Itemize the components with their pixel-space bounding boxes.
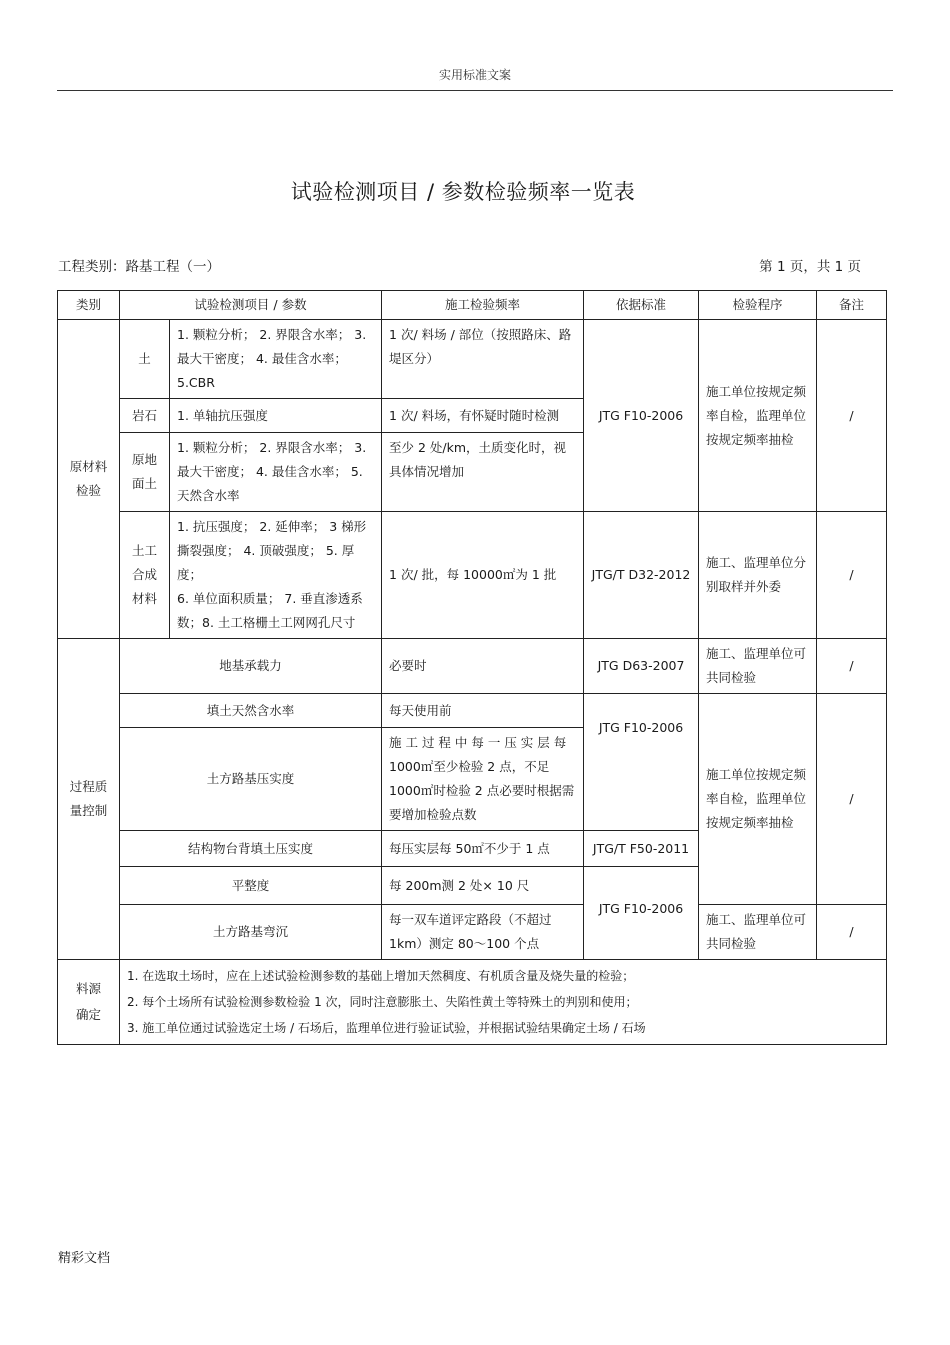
header-remark: 备注: [817, 291, 887, 320]
item-name: 原地 面土: [120, 433, 170, 512]
table-row: [58, 960, 887, 1045]
item-name: 土方路基压实度: [120, 728, 382, 831]
page-indicator: 第 1 页，共 1 页: [759, 259, 861, 275]
item-standard: JTG D63-2007: [584, 639, 699, 694]
item-remark: /: [817, 320, 887, 512]
header-category: 类别: [58, 291, 120, 320]
category-process-control: 过程质 量控制: [58, 639, 120, 960]
item-frequency: 至少 2 处/km，土质变化时，视具体情况增加: [382, 433, 584, 512]
item-procedure: 施工、监理单位可共同检验: [699, 905, 817, 960]
item-standard: JTG/T F50-2011: [584, 831, 699, 867]
item-standard: JTG F10-2006: [584, 694, 699, 831]
note-line: 1. 在选取土场时，应在上述试验检测参数的基础上增加天然稠度、有机质含量及烧失量的检验；: [127, 969, 635, 983]
item-frequency: 每天使用前: [382, 694, 584, 728]
item-params: 1. 单轴抗压强度: [170, 399, 382, 433]
item-frequency: 1 次/ 料场 / 部位（按照路床、路堤区分）: [382, 320, 584, 399]
table-row: [58, 905, 887, 960]
item-name: 填土天然含水率: [120, 694, 382, 728]
project-category: 工程类别：路基工程（一）: [58, 259, 220, 275]
item-name: 结构物台背填土压实度: [120, 831, 382, 867]
page-header: 实用标准文案: [438, 68, 511, 82]
category-material-source: 料源 确定: [58, 960, 120, 1045]
item-name: 地基承载力: [120, 639, 382, 694]
header-rule: [57, 90, 893, 91]
item-frequency: 每压实层每 50㎡不少于 1 点: [382, 831, 584, 867]
item-frequency: 1 次/ 批，每 10000㎡为 1 批: [382, 512, 584, 639]
note-line: 2. 每个土场所有试验检测参数检验 1 次，同时注意膨胀土、失陷性黄土等特殊土的判别和使用；: [127, 995, 638, 1009]
item-params: 1. 抗压强度； 2. 延伸率； 3 梯形撕裂强度； 4. 顶破强度； 5. 厚度； 6. 单位面积质量； 7. 垂直渗透系数；8. 土工格栅土工网网孔尺寸: [170, 512, 382, 639]
item-frequency: 必要时: [382, 639, 584, 694]
document-title: 试验检测项目 / 参数检验频率一览表: [290, 180, 636, 204]
header-procedure: 检验程序: [699, 291, 817, 320]
table-row: [58, 694, 887, 728]
table-header-row: [58, 291, 887, 320]
item-remark: /: [817, 694, 887, 905]
category-raw-material: 原材料 检验: [58, 320, 120, 639]
item-name: 土工 合成 材料: [120, 512, 170, 639]
table-row: [58, 639, 887, 694]
item-standard: JTG F10-2006: [584, 320, 699, 512]
item-procedure: 施工、监理单位可共同检验: [699, 639, 817, 694]
item-frequency: 每一双车道评定路段（不超过1km）测定 80～100 个点: [382, 905, 584, 960]
item-params: 1. 颗粒分析； 2. 界限含水率； 3. 最大干密度； 4. 最佳含水率； 5. 天然含水率: [170, 433, 382, 512]
note-line: 3. 施工单位通过试验选定土场 / 石场后，监理单位进行验证试验，并根据试验结果确定土场 / 石场: [127, 1021, 646, 1035]
item-remark: /: [817, 512, 887, 639]
table-row: [58, 320, 887, 399]
item-frequency: 每 200m测 2 处× 10 尺: [382, 867, 584, 905]
table-row: [58, 512, 887, 639]
item-params: 1. 颗粒分析； 2. 界限含水率； 3. 最大干密度； 4. 最佳含水率； 5.CBR: [170, 320, 382, 399]
item-standard: JTG F10-2006: [584, 867, 699, 960]
header-item: 试验检测项目 / 参数: [120, 291, 382, 320]
item-name: 土方路基弯沉: [120, 905, 382, 960]
item-standard: JTG/T D32-2012: [584, 512, 699, 639]
notes-cell: [120, 960, 887, 1045]
item-procedure: 施工单位按规定频率自检，监理单位按规定频率抽检: [699, 694, 817, 905]
item-remark: /: [817, 905, 887, 960]
frequency-table: [57, 290, 887, 1045]
header-standard: 依据标准: [584, 291, 699, 320]
item-name: 平整度: [120, 867, 382, 905]
item-name: 岩石: [120, 399, 170, 433]
page-footer: 精彩文档: [58, 1251, 111, 1266]
item-frequency: 施 工 过 程 中 每 一 压 实 层 每1000㎡至少检验 2 点，不足1000㎡时检验 2 点必要时根据需要增加检验点数: [382, 728, 584, 831]
item-procedure: 施工、监理单位分别取样并外委: [699, 512, 817, 639]
item-procedure: 施工单位按规定频率自检，监理单位按规定频率抽检: [699, 320, 817, 512]
item-remark: /: [817, 639, 887, 694]
header-frequency: 施工检验频率: [382, 291, 584, 320]
item-frequency: 1 次/ 料场，有怀疑时随时检测: [382, 399, 584, 433]
item-name: 土: [120, 320, 170, 399]
